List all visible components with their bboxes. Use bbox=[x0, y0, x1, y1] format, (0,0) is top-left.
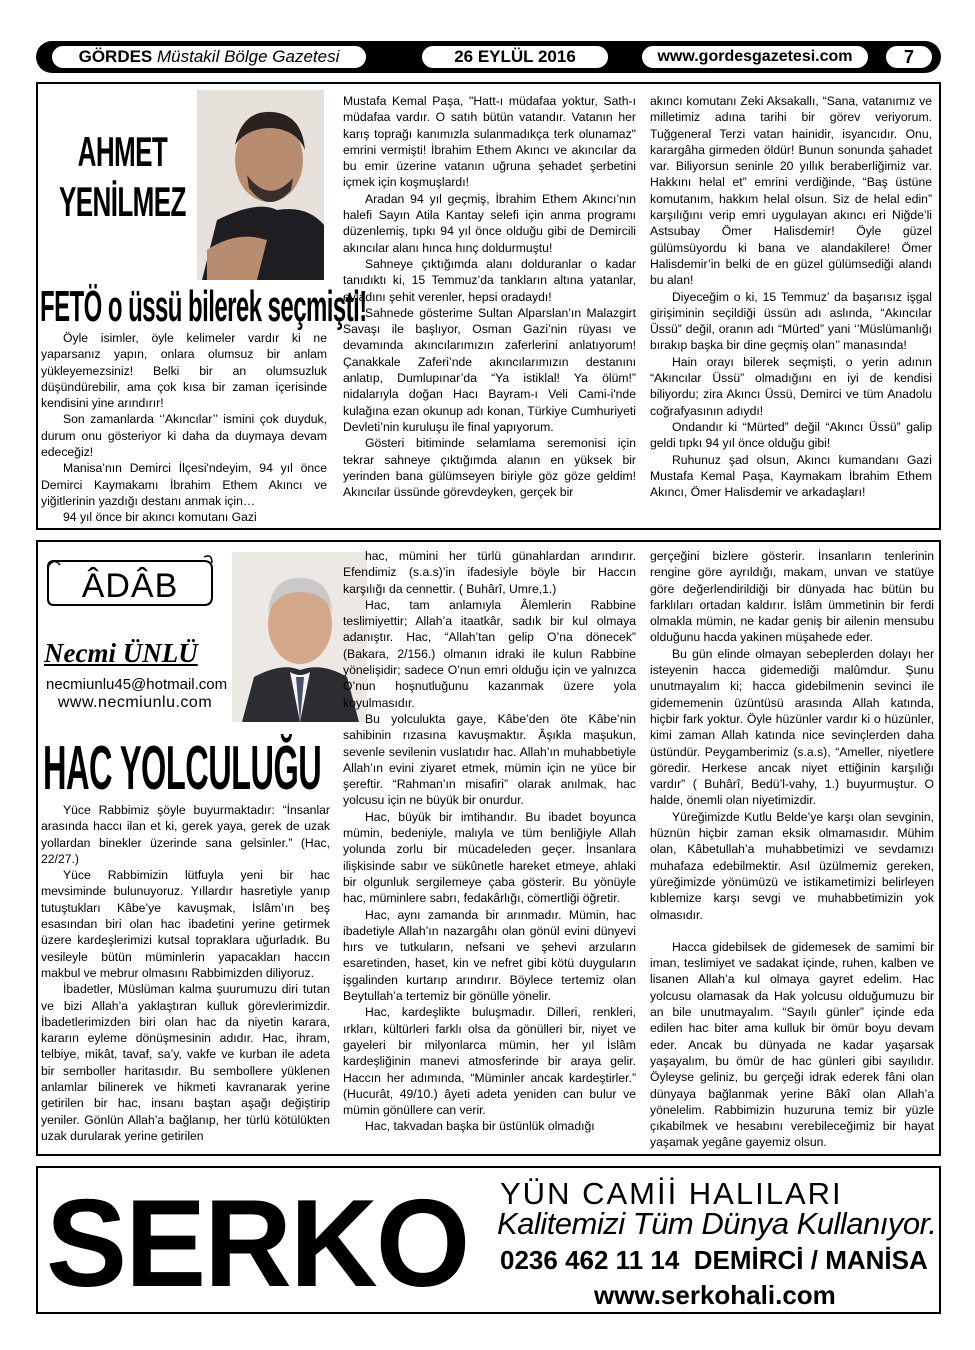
article2-column-3 bbox=[650, 548, 934, 1151]
issue-date: 26 EYLÜL 2016 bbox=[420, 44, 610, 70]
paragraph: gerçeğini bizlere gösterir. İnsanların tenlerinin rengine göre ayrıldığı, makam, unvan ve statüye göre değerlendirildiği bir dünyada hac bütün bu farklıları ortadan kaldırır. İslâm ümmetinin bir ferdi olmakla mümin, ne kadar geniş bir ailenin mensubu olduğunu hacda yakinen müşahede eder. bbox=[650, 549, 934, 645]
article1-column-3 bbox=[650, 93, 932, 500]
ad-line-2: Kalitemizi Tüm Dünya Kullanıyor. bbox=[497, 1206, 937, 1241]
ad-website[interactable]: www.serkohali.com bbox=[594, 1280, 836, 1310]
ad-line-1: YÜN CAMİİ HALILARI bbox=[500, 1176, 843, 1211]
paragraph: Manisa’nın Demirci İlçesi'ndeyim, 94 yıl önce Demirci Kaymakamı İbrahim Ethem Akıncı ve yiğitlerinin yazdığı destanı anmak için… bbox=[41, 461, 327, 508]
scroll-banner-icon bbox=[46, 553, 214, 613]
article1-column-1 bbox=[41, 330, 327, 526]
paragraph: Bu gün elinde olmayan sebeplerden dolayı her isteyenin hacca gidemediği malûmdur. Şunu unutmayalım ki; hacca gidebilmenin sevinci ile gidememenin üzüntüsü arasında Allah katında, hiçbir fark yoktur. Öyle hüzünler vardır ki o hüzünler, kimi zaman Allah katında nice sevinçlerden daha üstündür. Peygamberimiz (s.a.s), “Ameller, niyetlere göredir. Herkese ancak niyet ettiğinin karşılığı vardır” ( Buhârî, Bedü’l-vahy, 1.) buyurmuştur. O halde, önemli olan niyetimizdir. bbox=[650, 646, 934, 808]
paragraph: Hacca gidebilsek de gidemesek de samimi bir iman, teslimiyet ve sadakat içinde, ruhen, kalben ve lisanen Allah’a kul olmaya gayret edelim. Hac yolcusu olamasak da Hak yolcusu olduğumuzu bir an bile unutmayalım. “Sayılı günler” içinde eda edilen hac biter ama kulluk bir ömür boyu devam eder. Ancak bu dünyada ne kadar yaşarsak yaşayalım, bu ömür de hac günleri gibi sayılıdır. Öyleyse geliniz, bu gerçeği idrak ederek fâni olan dünyaya bağlanmak yerine Bâkî olan Allah’a yönelelim. Rabbimizin huzuruna temiz bir yüzle çıkabilmek ve hesabını verebileceğimiz bir hayat yaşamak yegâne gayemiz olsun. bbox=[650, 939, 934, 1150]
paragraph: Gösteri bitiminde selamlama seremonisi için tekrar sahneye çıktığımda alanın en yüksek bir yerinden bana gülümseyen biriyle göz göze geldim! Akıncılar üssünde görevdeyken, gerçek bir bbox=[343, 436, 636, 500]
author-name-block bbox=[48, 128, 198, 226]
paragraph: Hac, kardeşlikte buluşmadır. Dilleri, renkleri, ırkları, kültürleri farklı olsa da gönülleri bir, niyet ve gayeleri bir milyonlarca mümin, her yıl İslâm kardeşliğinin manevi atmosferinde bir araya gelir. Haccın her adımında, “Müminler ancak kardeştirler.” (Hucurât, 49/10.) âyeti adeta yeniden can bulur ve mümin gönüllere can verir. bbox=[343, 1005, 636, 1118]
paragraph: Öyle isimler, öyle kelimeler vardır ki ne yaparsanız yapın, onlara olumsuz bir anlam yükleyemezsiniz! Belki bir an olumsuzluk düşündürebilir, ama çok kısa bir zaman içerisinde kendisini yine arındırır! bbox=[41, 331, 327, 411]
paragraph: hac, mümini her türlü günahlardan arındırır. Efendimiz (s.a.s)’in ifadesiyle böyle bir Haccın karşılığı da cennettir. ( Buhârî, Umre,1.) bbox=[343, 549, 636, 596]
article2-column-2 bbox=[343, 548, 636, 1135]
paper-name: GÖRDES bbox=[78, 47, 153, 66]
article1-column-2 bbox=[343, 93, 636, 500]
paragraph: 94 yıl önce bir akıncı komutanı Gazi bbox=[63, 510, 257, 525]
paragraph: Sahnede gösterime Sultan Alparslan’ın Malazgirt Savaşı ile başlıyor, Osman Gazi’nin rüyası ve devamında akıncılarımızın zaferlerini anlatıyorum! Çanakkale Zaferi’nde akıncılarımızın destanını anlatıp, Dumlupınar’da “Ya istiklal! Ya ölüm!” nidalarıyla doğan Hacı Bayram-ı Veli Cami-i'nde kulağına ezan okunup adı konan, Türkiye Cumhuriyeti Devleti’nin kuruluşu ile final yapıyorum. bbox=[343, 305, 636, 434]
article1-headline: FETÖ o üssü bilerek seçmişti! bbox=[40, 282, 367, 331]
author-first-name: AHMET bbox=[77, 128, 168, 175]
paragraph: Aradan 94 yıl geçmiş, İbrahim Ethem Akıncı’nın halefi Sayın Atila Kantay selefi için anma programı düzenlemiş, tıpkı 94 yıl önce olduğu gibi de Demircili akıncılar alanı hınca hınç doldurmuştu! bbox=[343, 191, 636, 255]
paper-subtitle: Müstakil Bölge Gazetesi bbox=[157, 47, 340, 66]
author-website[interactable]: www.necmiunlu.com bbox=[57, 694, 213, 711]
ad-location: DEMİRCİ / MANİSA bbox=[693, 1245, 928, 1275]
paragraph: Ondandır ki “Mürted” değil “Akıncı Üssü” galip geldi tıpkı 94 yıl önce olduğu gibi! bbox=[650, 419, 932, 451]
author-last-name: YENİLMEZ bbox=[59, 178, 186, 225]
paragraph: Hain orayı bilerek seçmişti, o yerin adının “Akıncılar Üssü” olmadığını en iyi de kendisi biliyordu; zira Akıncı Üssü, Demirci ve tüm Anadolu coğrafyasının adıydı! bbox=[650, 354, 932, 418]
ad-brand: SERKO bbox=[46, 1175, 469, 1313]
paragraph: akıncı komutanı Zeki Aksakallı, “Sana, vatanımız ve milletimiz adına tarihi bir görev veriyorum. Tuğgeneral Terzi vatan hainidir, isyancıdır. Onu, karargâha girmeden öldür! Bunun sonunda şahadet var. Biliyorsun seninle 20 yıllık beraberliğimiz var. Hakkını helal et” emrini verdiğinde, “Baş üstüne komutanım, hakkım helal olsun. Siz de helal edin” karşılığını verip emri uygulayan akıncı eri Niğde’li Astsubay Ömer Halisdemir! Öyle güzel gülümsüyordu ki bana ve alandakilere! Ömer Halisdemir’in belki de en güzel gülümsediği alandı bu alan! bbox=[650, 94, 932, 288]
paragraph: Yüce Rabbimiz şöyle buyurmaktadır: “İnsanlar arasında haccı ilan et ki, gerek yaya, gerek de uzak yollardan binekler üzerinde sana gelsinler.” (Hac, 22/27.) bbox=[41, 803, 330, 866]
page-number: 7 bbox=[884, 44, 934, 70]
author-email[interactable]: necmiunlu45@hotmail.com bbox=[46, 676, 228, 693]
paragraph: Yüreğimizde Kutlu Belde’ye karşı olan sevginin, hüznün hiçbir zaman eksik olmamasıdır. Mühim olan, Kâbetullah’a muhabbetimizi ve sevdamızı muhafaza edebilmektir. Asıl üzülmemiz gereken, yüreğimizde yönümüzü ve istikametimizi belirleyen kıblemize karşı sevgi ve muhabbetimizin yok olmasıdır. bbox=[650, 809, 934, 922]
paragraph: Diyeceğim o ki, 15 Temmuz’ da başarısız işgal girişiminin seçildiği üssün adı aslında, “Akıncılar Üssü” değil, oranın adı “Mürted” yani ‘’Müslümanlığı bırakıp başka bir dine geçmiş olan’’ manasında! bbox=[650, 289, 932, 353]
paragraph: Hac, aynı zamanda bir arınmadır. Mümin, hac ibadetiyle Allah’ın nazargâhı olan gönül evini dünyevi hırs ve tutkuların, nefsani ve şehevi arzuların esaretinden, haset, kin ve nefret gibi kötü duyguların işgalinden kurtarıp arındırır. Böylece tertemiz olan Beytullah’a tertemiz bir gönülle yönelir. bbox=[343, 907, 636, 1004]
paragraph: Hac, takvadan başka bir üstünlük olmadığı bbox=[365, 1119, 595, 1134]
paragraph: Ruhunuz şad olsun, Akıncı kumandanı Gazi Mustafa Kemal Paşa, Kaymakam İbrahim Ethem Akıncı, Ömer Halisdemir ve arkadaşları! bbox=[650, 452, 932, 500]
paragraph: Hac, tam anlamıyla Âlemlerin Rabbine teslimiyettir; Allah’a itaatkâr, sadık bir kul olmaya adanıştır. Hac, “Allah’tan gelip O’na dönecek” (Bakara, 2/156.) olmanın idraki ile kulun Rabbine yönelişidir; sadece O’nun emri olduğu için ve yalnızca O’nun hoşnutluğunu kazanmak üzere yola koyulmasıdır. bbox=[343, 597, 636, 710]
paper-name-pill bbox=[50, 44, 368, 70]
paragraph: Sahneye çıktığımda alanı dolduranlar o kadar tanıdıktı ki, 15 Temmuz’da tankların altına yatanlar, evladını şehit verenler, hepsi oradaydı! bbox=[343, 256, 636, 304]
author-photo-ahmet bbox=[197, 90, 324, 280]
paragraph: Bu yolculukta gaye, Kâbe’den öte Kâbe’nin sahibinin rızasına kavuşmaktır. Âşıkla maşukun, sevenle sevilenin vuslatıdır hac. Allah’ın muhabbetiyle Allah’ın evini ziyaret etmek, mümin için ne yüce bir şereftir. “Rahman’ın misafiri” olarak anılmak, hac yolcusu için ne büyük bir onurdur. bbox=[343, 711, 636, 808]
website-link[interactable]: www.gordesgazetesi.com bbox=[640, 44, 870, 70]
paragraph: Yüce Rabbimizin lütfuyla yeni bir hac mevsiminde bulunuyoruz. Yıllardır hasretiyle yanıp tutuştukları Kâbe’ye kavuşmak, İslâm’ın beş esasından biri olan hac ibadetini yerine getirmek üzere kardeşlerimizi kutsal topraklara uğurladık. Bu vesileyle bütün müminlerin yapacakları haccın makbul ve mebrur olmasını Rabbimizden diliyoruz. bbox=[41, 868, 330, 980]
paragraph: Mustafa Kemal Paşa, "Hatt-ı müdafaa yoktur, Sath-ı müdafaa vardır. O satıh bütün vatandır. Vatanın her karış toprağı kanımızla sulanmadıkça terk olunamaz" emrini vermişti! İbrahim Ethem Akıncı ve akıncılar da bu emir üzerine vatanın uğruna şehadet şerbetini içmek için koşmuşlardı! bbox=[343, 94, 636, 190]
paragraph: Son zamanlarda ‘’Akıncılar’’ ismini çok duyduk, durum onu gösteriyor ki daha da duymaya devam edeceğiz! bbox=[41, 412, 327, 460]
paragraph-spacer bbox=[650, 923, 934, 939]
author-name: Necmi ÜNLÜ bbox=[44, 638, 198, 668]
article2-headline: HAC YOLCULUĞU bbox=[43, 734, 322, 803]
paragraph: Hac, büyük bir imtihandır. Bu ibadet boyunca mümin, bedeniyle, malıyla ve tüm benliğiyle Allah yolunda zorlu bir mücadeleden geçer. İnsanlara ilişkisinde sabır ve sükûnetle hareket etmeye, ahlaki bir olgunluk sergilemeye çaba gösterir. Bu yönüyle hac, müminlere sabrı, fedakârlığı, cömertliği öğretir. bbox=[343, 809, 636, 906]
ad-contact bbox=[500, 1245, 928, 1276]
column-name: ÂDÂB bbox=[81, 567, 179, 605]
ad-phone: 0236 462 11 14 bbox=[500, 1245, 680, 1275]
paragraph: İbadetler, Müslüman kalma şuurumuzu diri tutan ve bizi Allah’a yaklaştıran kulluk görevlerimizdir. İbadetlerimizden biri olan hac da niyetin karara, kararın eyleme dönüşmesinin adıdır. Hac, ihram, telbiye, mikât, tavaf, sa’y, vakfe ve kurban ile adeta bir semboller haritasıdır. Bu sembollere yüklenen anlamlar bilinerek ve hikmeti kavranarak yerine getirilen bir hac, insanı baştan aşağı değiştirip yeniler. Gönlün Allah’a bağlanıp, her türlü kötülükten uzak durularak yerine getirilen bbox=[41, 982, 330, 1143]
article2-column-1 bbox=[41, 802, 330, 1144]
